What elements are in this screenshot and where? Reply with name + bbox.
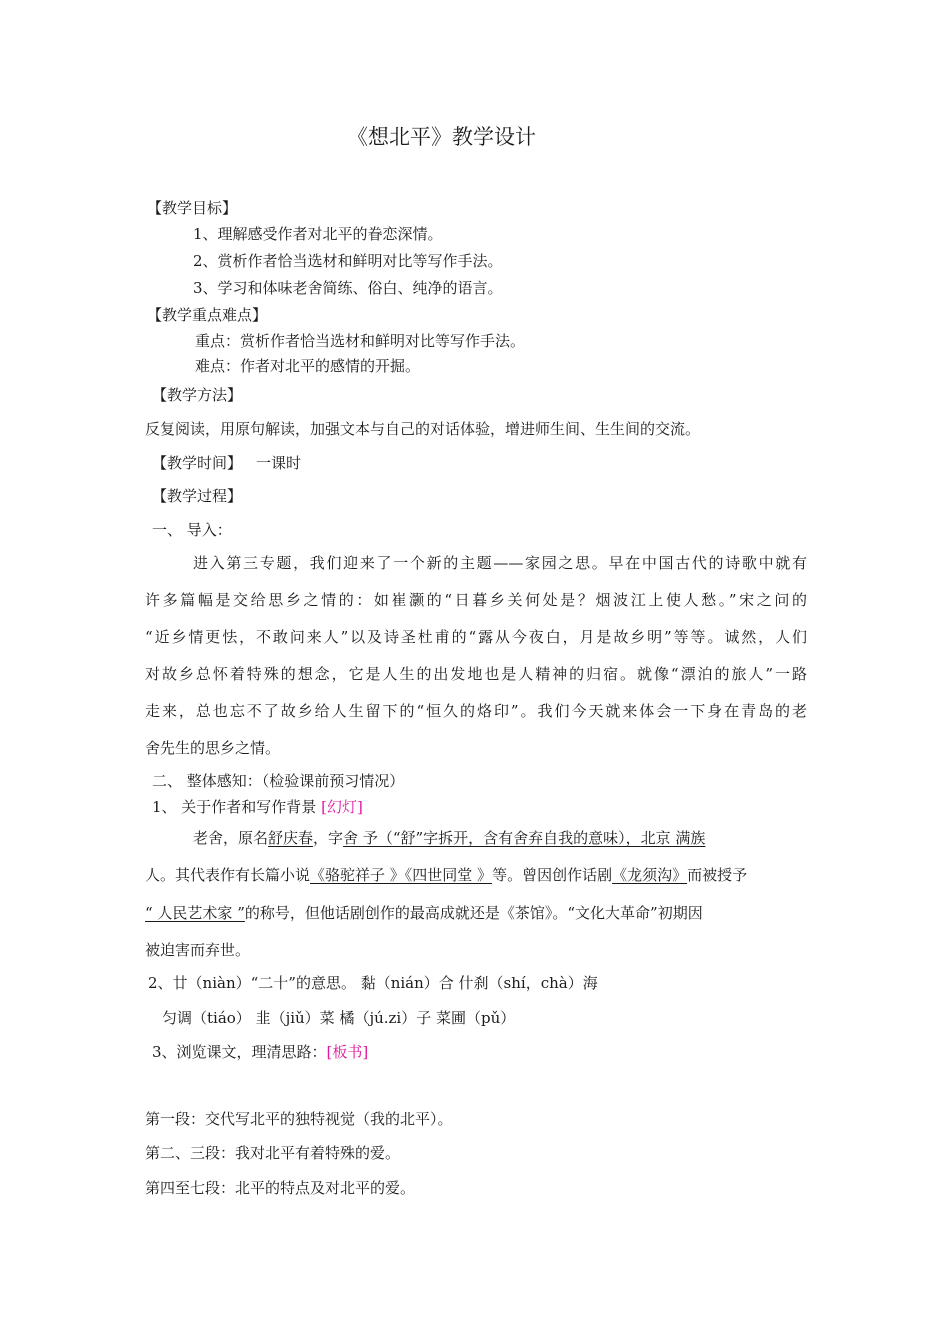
fill-blank-answer: “ 人民艺术家 ” <box>145 904 245 922</box>
text-run: 等。曾因创作话剧 <box>492 866 613 884</box>
time-label: 【教学时间】 <box>152 454 243 472</box>
fill-blank-answer: 舍 予（“舒”字拆开，含有舍弃自我的意味）， <box>343 829 641 847</box>
text-run: 人。其代表作有长篇小说 <box>145 866 311 884</box>
text-run: 的称号，但他话剧创作的最高成就还是《茶馆》。“文化大革命”初期因 <box>244 904 703 922</box>
method-heading: 【教学方法】 <box>152 386 243 404</box>
board-tag: [板书] <box>326 1043 369 1061</box>
pronunciation-line: 匀调（tiáo） 韭（jiǔ）菜 橘（jú.zi）子 菜圃（pǔ） <box>162 1009 516 1027</box>
intro-paragraph-line: 舍先生的思乡之情。 <box>145 739 281 757</box>
author-line <box>145 903 703 923</box>
intro-paragraph-line: 进入第三专题，我们迎来了一个新的主题——家园之思。早在中国古代的诗歌中就有 <box>193 554 807 572</box>
overview-label: 二、 整体感知：（检验课前预习情况） <box>152 772 405 790</box>
intro-paragraph-line: 对故乡总怀着特殊的想念，它是人生的出发地也是人精神的归宿。就像“漂泊的旅人”一路 <box>145 665 807 683</box>
intro-paragraph-line: 许多篇幅是交给思乡之情的：如崔灏的“日暮乡关何处是？烟波江上使人愁。”宋之问的 <box>145 591 807 609</box>
text-run: 老舍，原名 <box>193 829 269 847</box>
author-line: 被迫害而弃世。 <box>145 941 251 959</box>
outline-paragraph: 第四至七段：北平的特点及对北平的爱。 <box>145 1179 416 1197</box>
fill-blank-answer: 《龙须沟》 <box>612 866 688 884</box>
process-heading: 【教学过程】 <box>152 487 243 505</box>
outline-item <box>152 1042 368 1062</box>
slide-tag: [幻灯] <box>321 798 363 816</box>
text-run: ，字 <box>313 829 344 847</box>
outline-paragraph: 第二、三段：我对北平有着特殊的爱。 <box>145 1144 401 1162</box>
time-heading <box>152 453 301 473</box>
objective-item: 3、学习和体味老舍简练、俗白、纯净的语言。 <box>193 279 503 297</box>
keypoints-heading: 【教学重点难点】 <box>147 306 268 324</box>
author-background-label: 1、 关于作者和写作背景 <box>152 798 317 816</box>
method-text: 反复阅读，用原句解读，加强文本与自己的对话体验，增进师生间、生生间的交流。 <box>145 420 701 438</box>
fill-blank-answer: 舒庆春 <box>268 829 314 847</box>
pronunciation-line: 2、廿（niàn）“二十”的意思。 黏（nián）合 什刹（shí，chà）海 <box>148 974 598 992</box>
author-background-item <box>152 797 363 817</box>
fill-blank-answer: 北京 满族 <box>640 829 706 847</box>
difficulty-point: 难点：作者对北平的感情的开掘。 <box>195 357 421 375</box>
time-value: 一课时 <box>256 454 302 472</box>
objective-item: 1、理解感受作者对北平的眷恋深情。 <box>193 225 443 243</box>
intro-paragraph-line: 走来，总也忘不了故乡给人生留下的“恒久的烙印”。我们今天就来体会一下身在青岛的老 <box>145 702 807 720</box>
intro-label: 一、 导入： <box>152 521 232 539</box>
outline-paragraph: 第一段：交代写北平的独特视觉（我的北平）。 <box>145 1110 453 1128</box>
author-line <box>193 828 705 848</box>
key-point: 重点：赏析作者恰当选材和鲜明对比等写作手法。 <box>195 332 526 350</box>
author-line <box>145 865 747 885</box>
intro-paragraph-line: “近乡情更怯，不敢问来人”以及诗圣杜甫的“露从今夜白，月是故乡明”等等。诚然，人们 <box>145 628 807 646</box>
objectives-heading: 【教学目标】 <box>147 199 238 217</box>
outline-label: 3、浏览课文，理清思路： <box>152 1043 327 1061</box>
objective-item: 2、赏析作者恰当选材和鲜明对比等写作手法。 <box>193 252 503 270</box>
fill-blank-answer: 《骆驼祥子 》《四世同堂 》 <box>310 866 493 884</box>
text-run: 而被授予 <box>687 866 748 884</box>
page-title: 《想北平》教学设计 <box>347 125 536 149</box>
